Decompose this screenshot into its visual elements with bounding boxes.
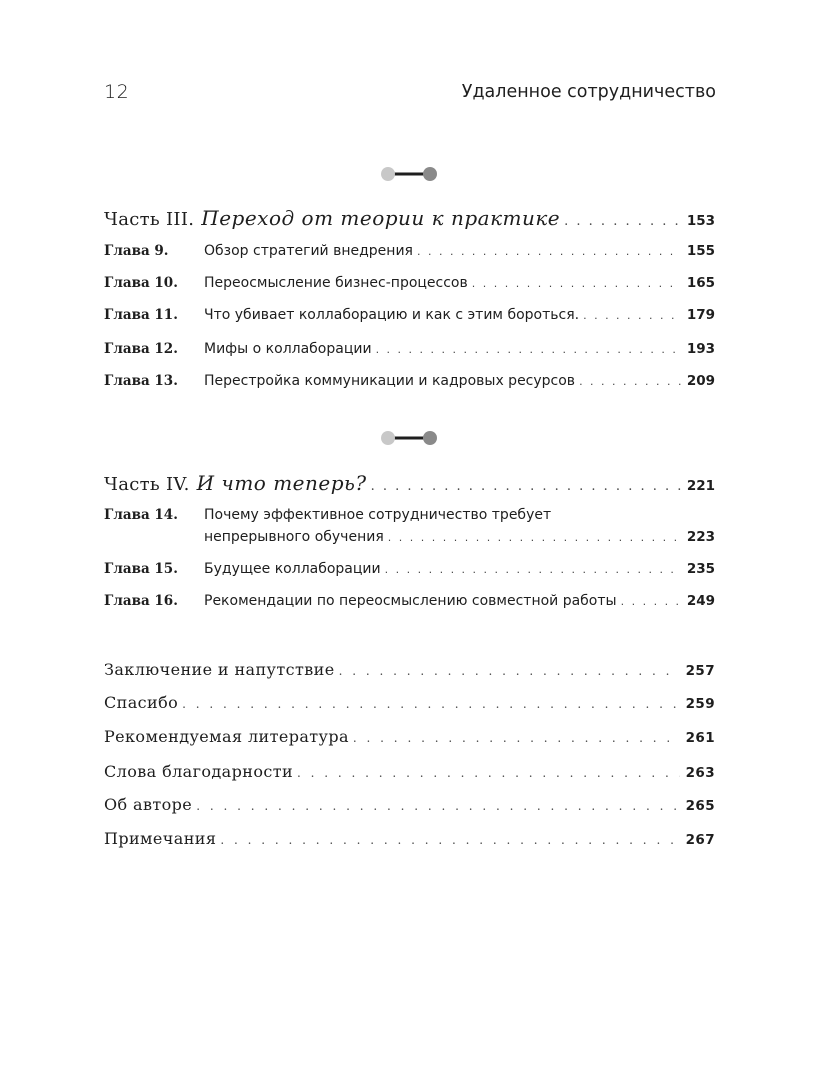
chapter-label: Глава 15. xyxy=(104,561,178,577)
toc-back-matter-item[interactable] xyxy=(104,660,715,679)
back-matter-title: Спасибо xyxy=(104,693,179,712)
dot-leader xyxy=(583,309,681,322)
chapter-title: Перестройка коммуникации и кадровых ресурсов xyxy=(204,373,576,389)
dot-leader xyxy=(385,563,681,576)
dot-leader xyxy=(339,664,680,678)
toc-back-matter-item[interactable] xyxy=(104,829,715,848)
chapter-title: Переосмысление бизнес-процессов xyxy=(204,275,468,291)
chapter-label: Глава 13. xyxy=(104,373,178,389)
page-ref: 259 xyxy=(685,696,715,712)
page-ref: 257 xyxy=(685,663,715,679)
dot-leader xyxy=(353,731,680,745)
toc-chapter[interactable] xyxy=(104,341,715,357)
dumbbell-ornament-icon xyxy=(380,430,438,446)
dot-leader xyxy=(376,343,681,356)
toc-chapter[interactable] xyxy=(104,373,715,389)
toc-chapter[interactable] xyxy=(104,275,715,291)
part-label: Часть IV. xyxy=(104,474,190,495)
chapter-title: Обзор стратегий внедрения xyxy=(204,243,413,259)
page-ref: 179 xyxy=(686,307,715,323)
toc-back-matter-item[interactable] xyxy=(104,762,715,781)
chapter-title-line1: Почему эффективное сотрудничество требует xyxy=(204,507,552,523)
chapter-label: Глава 10. xyxy=(104,275,178,291)
dot-leader xyxy=(564,214,681,229)
dot-leader xyxy=(297,766,680,780)
dot-leader xyxy=(220,833,679,847)
chapter-label: Глава 9. xyxy=(104,243,169,259)
page-ref: 165 xyxy=(686,275,715,291)
chapter-label: Глава 11. xyxy=(104,307,178,323)
page-ref: 249 xyxy=(686,593,715,609)
page-ref: 235 xyxy=(686,561,715,577)
dumbbell-ornament-icon xyxy=(380,166,438,182)
chapter-title-line2: непрерывного обучения xyxy=(204,529,384,545)
toc-chapter[interactable] xyxy=(104,593,715,609)
chapter-label: Глава 12. xyxy=(104,341,178,357)
page-number: 12 xyxy=(104,81,130,103)
page-ref: 155 xyxy=(686,243,715,259)
part-title: И что теперь? xyxy=(196,471,367,495)
dot-leader xyxy=(371,479,681,494)
toc-back-matter-item[interactable] xyxy=(104,795,715,814)
chapter-label: Глава 16. xyxy=(104,593,178,609)
dot-leader xyxy=(621,595,681,608)
toc-chapter[interactable] xyxy=(104,561,715,577)
running-head: Удаленное сотрудничество xyxy=(461,82,716,102)
chapter-label: Глава 14. xyxy=(104,507,178,523)
part-label: Часть III. xyxy=(104,209,195,230)
page-ref: 223 xyxy=(686,529,715,545)
back-matter-title: Рекомендуемая литература xyxy=(104,727,349,746)
page-ref: 193 xyxy=(686,341,715,357)
toc-chapter[interactable] xyxy=(104,307,715,323)
back-matter-title: Заключение и напутствие xyxy=(104,660,335,679)
chapter-title: Рекомендации по переосмыслению совместной работы xyxy=(204,593,617,609)
dot-leader xyxy=(417,245,681,258)
dot-leader xyxy=(388,531,681,544)
page-ref: 209 xyxy=(686,373,715,389)
chapter-title: Что убивает коллаборацию и как с этим бороться. xyxy=(204,307,580,323)
back-matter-title: Примечания xyxy=(104,829,217,848)
dot-leader xyxy=(182,697,679,711)
back-matter-title: Слова благодарности xyxy=(104,762,294,781)
toc-back-matter-item[interactable] xyxy=(104,727,715,746)
page-ref: 267 xyxy=(685,832,715,848)
dot-leader xyxy=(472,277,681,290)
toc-back-matter-item[interactable] xyxy=(104,693,715,712)
page-ref: 265 xyxy=(685,798,715,814)
toc-part-3[interactable] xyxy=(104,206,715,230)
page-ref: 261 xyxy=(685,730,715,746)
dot-leader xyxy=(196,799,679,813)
chapter-title: Мифы о коллаборации xyxy=(204,341,372,357)
toc-part-4[interactable] xyxy=(104,471,715,495)
page-ref: 221 xyxy=(686,478,715,494)
back-matter-title: Об авторе xyxy=(104,795,193,814)
dot-leader xyxy=(579,375,681,388)
chapter-title: Будущее коллаборации xyxy=(204,561,381,577)
part-title: Переход от теории к практике xyxy=(201,206,561,230)
page-ref: 263 xyxy=(685,765,715,781)
page-ref: 153 xyxy=(686,213,715,229)
toc-chapter[interactable] xyxy=(104,243,715,259)
